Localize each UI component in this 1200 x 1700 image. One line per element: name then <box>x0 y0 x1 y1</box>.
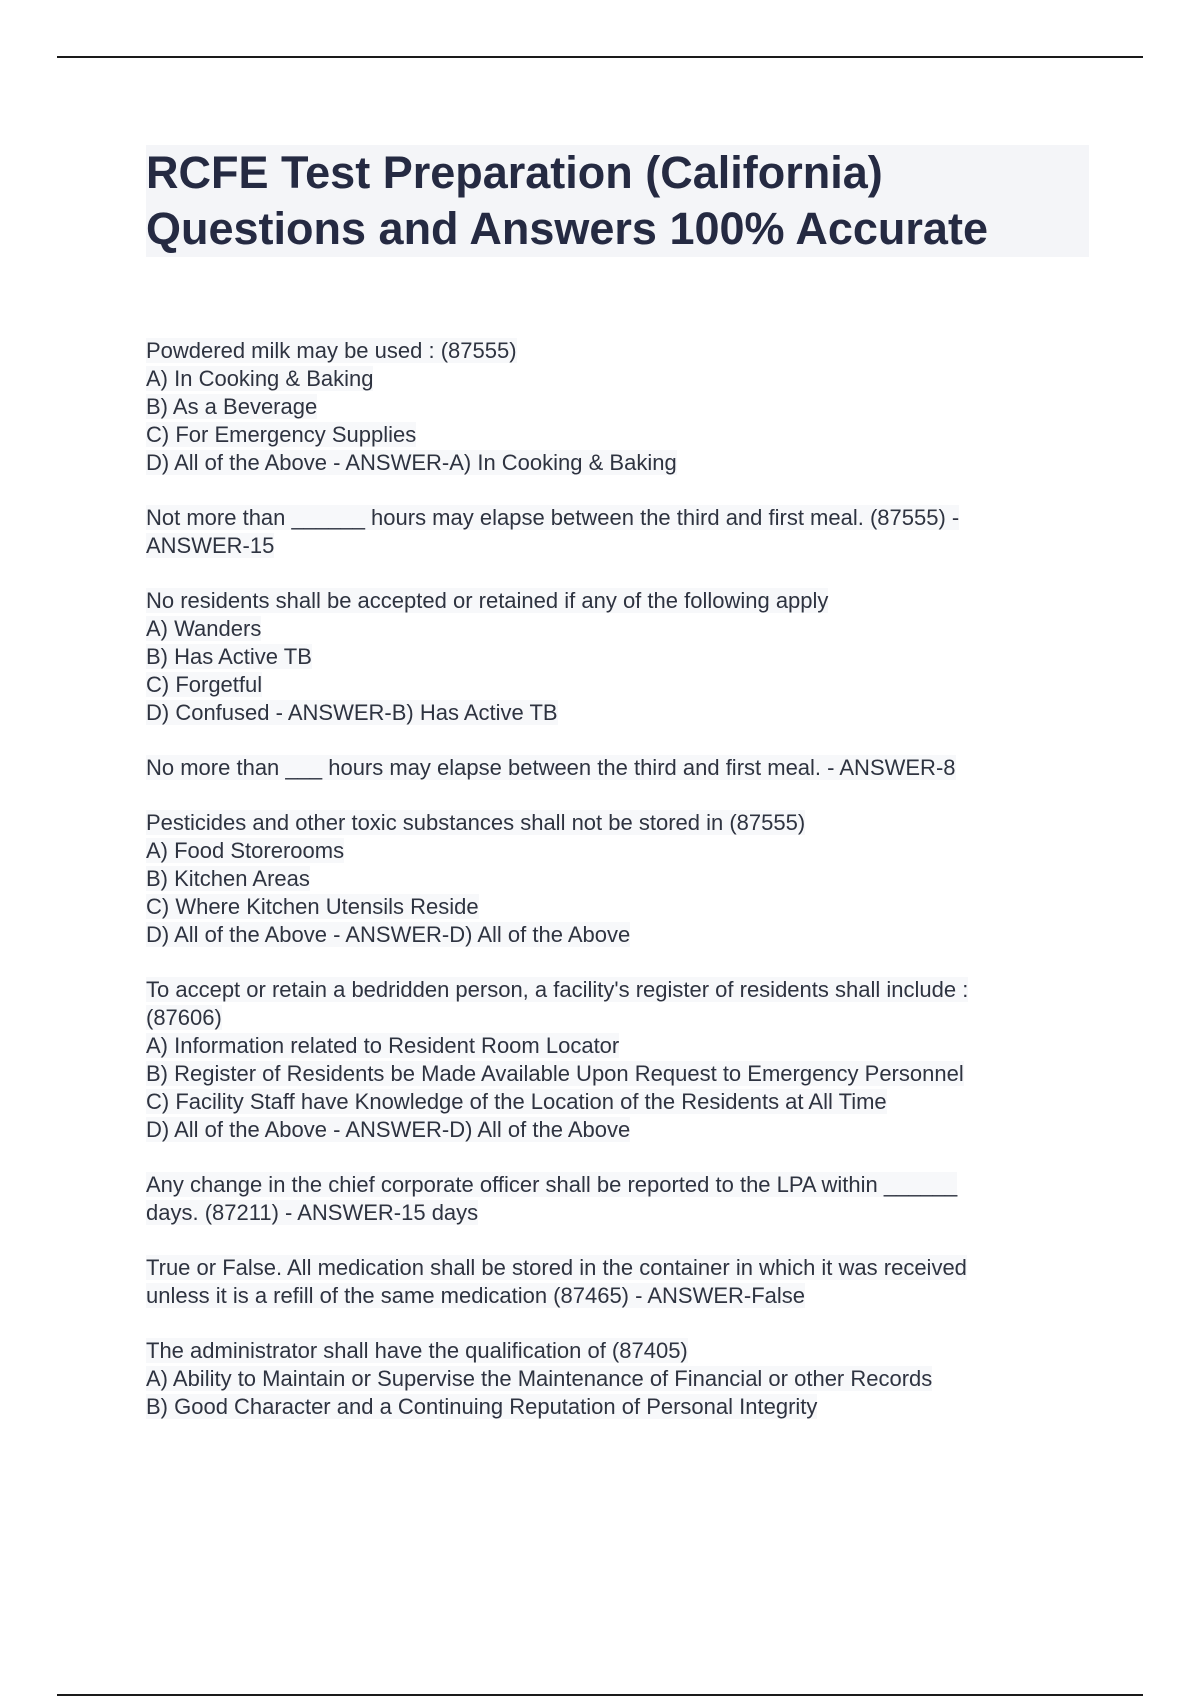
question-line <box>146 1004 1076 1032</box>
line-text: D) All of the Above - ANSWER-D) All of the Above <box>146 1117 631 1142</box>
line-text: Not more than ______ hours may elapse between the third and first meal. (87555) - <box>146 505 960 530</box>
qa-item <box>146 504 1076 560</box>
line-text: A) Wanders <box>146 616 262 641</box>
question-line <box>146 1032 1076 1060</box>
line-text: A) Information related to Resident Room Locator <box>146 1033 620 1058</box>
line-text: The administrator shall have the qualification of (87405) <box>146 1338 688 1363</box>
question-line <box>146 615 1076 643</box>
line-text: A) Ability to Maintain or Supervise the Maintenance of Financial or other Records <box>146 1366 933 1391</box>
line-text: C) Forgetful <box>146 672 263 697</box>
line-text: No residents shall be accepted or retained if any of the following apply <box>146 588 829 613</box>
line-text: No more than ___ hours may elapse between the third and first meal. - ANSWER-8 <box>146 755 956 780</box>
question-line <box>146 1282 1076 1310</box>
line-text: B) As a Beverage <box>146 394 318 419</box>
question-line <box>146 643 1076 671</box>
question-text <box>146 337 1076 365</box>
line-text: C) For Emergency Supplies <box>146 422 417 447</box>
question-line <box>146 449 1076 477</box>
line-text: B) Register of Residents be Made Available Upon Request to Emergency Personnel <box>146 1061 964 1086</box>
question-line <box>146 532 1076 560</box>
question-line <box>146 921 1076 949</box>
line-text: B) Good Character and a Continuing Reputation of Personal Integrity <box>146 1394 818 1419</box>
line-text: B) Kitchen Areas <box>146 866 310 891</box>
question-line <box>146 671 1076 699</box>
line-text: C) Facility Staff have Knowledge of the Location of the Residents at All Time <box>146 1089 887 1114</box>
qa-item <box>146 976 1076 1144</box>
question-line <box>146 421 1076 449</box>
line-text: ANSWER-15 <box>146 533 275 558</box>
question-line <box>146 1088 1076 1116</box>
qa-list <box>146 337 1076 1448</box>
question-line <box>146 699 1076 727</box>
line-text: days. (87211) - ANSWER-15 days <box>146 1200 479 1225</box>
question-line <box>146 1060 1076 1088</box>
qa-item <box>146 809 1076 949</box>
question-line <box>146 893 1076 921</box>
line-text: (87606) <box>146 1005 222 1030</box>
line-text: Any change in the chief corporate officer shall be reported to the LPA within ______ <box>146 1172 958 1197</box>
line-text: True or False. All medication shall be stored in the container in which it was received <box>146 1255 967 1280</box>
question-line <box>146 837 1076 865</box>
top-rule <box>57 56 1143 58</box>
line-text: D) All of the Above - ANSWER-A) In Cooking & Baking <box>146 450 677 475</box>
line-text: Pesticides and other toxic substances shall not be stored in (87555) <box>146 810 806 835</box>
qa-item <box>146 754 1076 782</box>
line-text: D) Confused - ANSWER-B) Has Active TB <box>146 700 558 725</box>
qa-item <box>146 337 1076 477</box>
question-text <box>146 1337 1076 1365</box>
question-line <box>146 1199 1076 1227</box>
qa-item <box>146 1171 1076 1227</box>
qa-item <box>146 1254 1076 1310</box>
question-line <box>146 865 1076 893</box>
question-line <box>146 365 1076 393</box>
line-text: B) Has Active TB <box>146 644 312 669</box>
document-title <box>146 145 1089 257</box>
bottom-rule <box>57 1694 1143 1696</box>
line-text: Powdered milk may be used : (87555) <box>146 338 517 363</box>
line-text: D) All of the Above - ANSWER-D) All of the Above <box>146 922 631 947</box>
question-line <box>146 393 1076 421</box>
question-text <box>146 809 1076 837</box>
qa-item <box>146 587 1076 727</box>
line-text: A) In Cooking & Baking <box>146 366 374 391</box>
question-text <box>146 1254 1076 1282</box>
question-line <box>146 1116 1076 1144</box>
question-text <box>146 504 1076 532</box>
qa-item <box>146 1337 1076 1421</box>
line-text: C) Where Kitchen Utensils Reside <box>146 894 479 919</box>
title-line-2: Questions and Answers 100% Accurate <box>146 203 988 254</box>
line-text: To accept or retain a bedridden person, a facility's register of residents shall include : <box>146 977 969 1002</box>
question-line <box>146 1365 1076 1393</box>
line-text: A) Food Storerooms <box>146 838 345 863</box>
question-text <box>146 754 1076 782</box>
line-text: unless it is a refill of the same medication (87465) - ANSWER-False <box>146 1283 806 1308</box>
question-text <box>146 587 1076 615</box>
question-line <box>146 1393 1076 1421</box>
question-text <box>146 1171 1076 1199</box>
question-text <box>146 976 1076 1004</box>
title-line-1: RCFE Test Preparation (California) <box>146 147 883 198</box>
